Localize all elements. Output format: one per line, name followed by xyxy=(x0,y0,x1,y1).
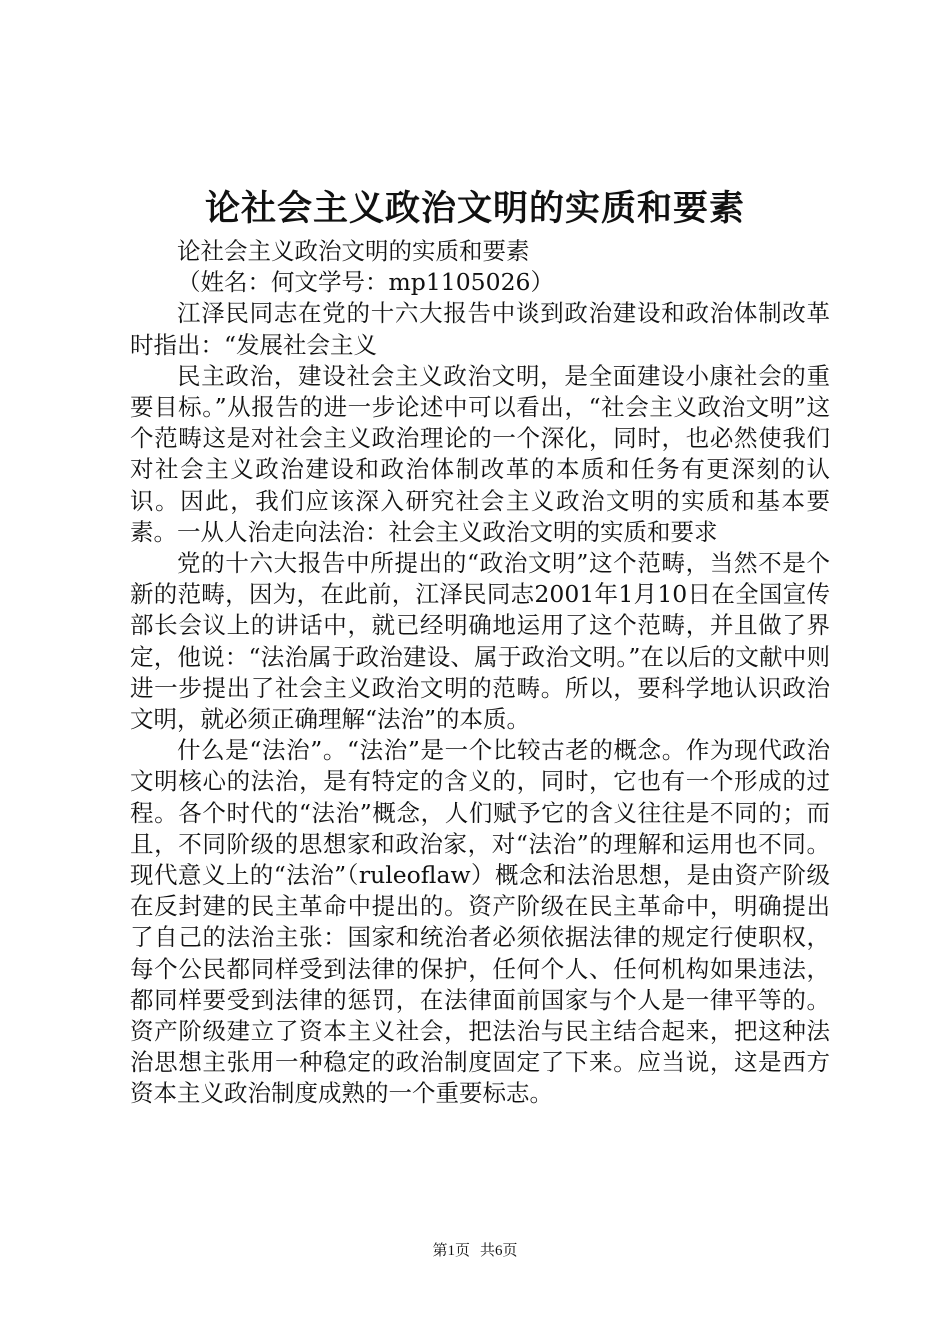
page-footer xyxy=(0,1240,950,1262)
body-paragraph: 民主政治，建设社会主义政治文明，是全面建设小康社会的重要目标。”从报告的进一步论述中可以看出，“社会主义政治文明”这个范畴这是对社会主义政治理论的一个深化，同时，也必然使我们对社会主义政治建设和政治体制改革的本质和任务有更深刻的认识。因此，我们应该深入研究社会主义政治文明的实质和基本要素。一从人治走向法治：社会主义政治文明的实质和要求 xyxy=(130,361,830,546)
body-paragraph: 党的十六大报告中所提出的“政治文明”这个范畴，当然不是个新的范畴，因为，在此前，江泽民同志2001年1月10日在全国宣传部长会议上的讲话中，就已经明确地运用了这个范畴，并且做了界定，他说：“法治属于政治建设、属于政治文明。”在以后的文献中则进一步提出了社会主义政治文明的范畴。所以，要科学地认识政治文明，就必须正确理解“法治”的本质。 xyxy=(130,549,830,734)
body-paragraph: 什么是“法治”。“法治”是一个比较古老的概念。作为现代政治文明核心的法治，是有特定的含义的，同时，它也有一个形成的过程。各个时代的“法治”概念，人们赋予它的含义往往是不同的；而且，不同阶级的思想家和政治家，对“法治”的理解和运用也不同。现代意义上的“法治”（ruleoflaw）概念和法治思想，是由资产阶级在反封建的民主革命中提出的。资产阶级在民主革命中，明确提出了自己的法治主张：国家和统治者必须依据法律的规定行使职权，每个公民都同样受到法律的保护，任何个人、任何机构如果违法，都同样要受到法律的惩罚，在法律面前国家与个人是一律平等的。资产阶级建立了资本主义社会，把法治与民主结合起来，把这种法治思想主张用一种稳定的政治制度固定了下来。应当说，这是西方资本主义政治制度成熟的一个重要标志。 xyxy=(130,736,830,1108)
body-paragraph: 江泽民同志在党的十六大报告中谈到政治建设和政治体制改革时指出：“发展社会主义 xyxy=(130,299,830,359)
document-body xyxy=(130,236,830,1110)
page-total: 共6页 xyxy=(480,1243,518,1259)
document-title: 论社会主义政治文明的实质和要素 xyxy=(204,188,745,229)
page-number: 第1页 xyxy=(432,1243,470,1259)
body-paragraph-subtitle: 论社会主义政治文明的实质和要素 xyxy=(177,237,530,265)
body-paragraph-author: （姓名：何文学号：mp1105026） xyxy=(177,268,554,297)
